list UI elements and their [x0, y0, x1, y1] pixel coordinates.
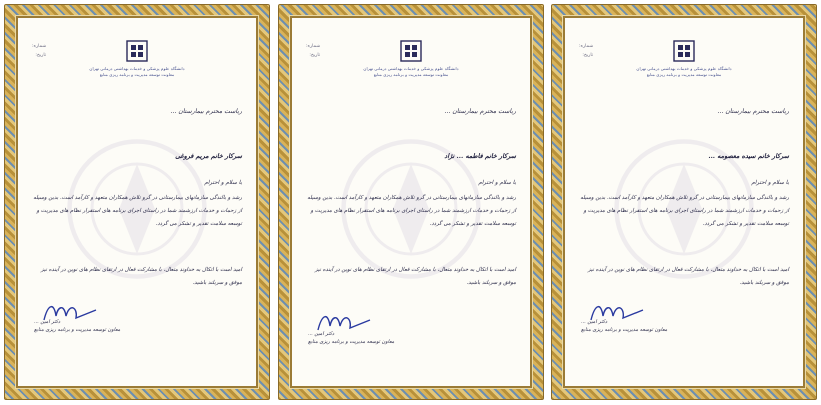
date-label: تاریخ:: [582, 53, 594, 58]
signer-name: دکتر امین ...: [308, 331, 335, 337]
letter-body: رشد و بالندگی سازمانهای بیمارستانی در گرو تلاش همکاران متعهد و کارآمد است. بدین وسیله از زحمات و خدمات ارزشمند شما در راستای اجرای برنامه های استقرار نظام های مدیریت و توسعه سلامت تقدیر و تشکر می گردد.: [33, 195, 242, 227]
signer-block: [308, 330, 394, 346]
letter-meta: [579, 42, 593, 60]
certificate-2: [278, 4, 544, 400]
org-line: معاونت توسعه مدیریت و برنامه ریزی منابع: [99, 71, 175, 77]
letter-closing: امید است با اتکال به خداوند متعال، با مشارکت فعال در ارتقای نظام های نوین در آینده نیز موفق و سربلند باشید.: [587, 267, 789, 286]
greeting: با سلام و احترام: [204, 180, 242, 186]
letter-closing: امید است با اتکال به خداوند متعال، با مشارکت فعال در ارتقای نظام های نوین در آینده نیز موفق و سربلند باشید.: [40, 267, 242, 286]
signer-title: معاون توسعه مدیریت و برنامه ریزی منابع: [308, 339, 395, 345]
letter-body: رشد و بالندگی سازمانهای بیمارستانی در گرو تلاش همکاران متعهد و کارآمد است. بدین وسیله از زحمات و خدمات ارزشمند شما در راستای اجرای برنامه های استقرار نظام های مدیریت و توسعه سلامت تقدیر و تشکر می گردد.: [580, 195, 789, 227]
addressee: ریاست محترم بیمارستان ...: [444, 108, 516, 115]
letter-body: رشد و بالندگی سازمانهای بیمارستانی در گرو تلاش همکاران متعهد و کارآمد است. بدین وسیله از زحمات و خدمات ارزشمند شما در راستای اجرای برنامه های استقرار نظام های مدیریت و توسعه سلامت تقدیر و تشکر می گردد.: [307, 195, 516, 227]
org-line: دانشگاه علوم پزشکی و خدمات بهداشتی درمانی تهران: [363, 66, 459, 71]
university-logo-icon: [126, 40, 148, 62]
recipient-name: سرکار خانم مریم فروغی: [175, 152, 242, 160]
recipient-name: سرکار خانم فاطمه ... نژاد: [444, 152, 516, 160]
addressee: ریاست محترم بیمارستان ...: [170, 108, 242, 115]
number-label: شماره:: [306, 44, 321, 49]
org-line: دانشگاه علوم پزشکی و خدمات بهداشتی درمانی تهران: [636, 66, 732, 71]
certificate-1: [4, 4, 270, 400]
addressee: ریاست محترم بیمارستان ...: [717, 108, 789, 115]
certificate-paper: [563, 16, 805, 388]
signer-block: [581, 318, 667, 334]
organization-header: [292, 66, 530, 77]
letter-meta: [32, 42, 46, 60]
org-line: معاونت توسعه مدیریت و برنامه ریزی منابع: [373, 71, 449, 77]
university-logo-icon: [673, 40, 695, 62]
date-label: تاریخ:: [35, 53, 47, 58]
certificate-paper: [290, 16, 532, 388]
org-line: دانشگاه علوم پزشکی و خدمات بهداشتی درمانی تهران: [89, 66, 185, 71]
letter-meta: [306, 42, 320, 60]
university-logo-icon: [400, 40, 422, 62]
number-label: شماره:: [579, 44, 594, 49]
signer-title: معاون توسعه مدیریت و برنامه ریزی منابع: [581, 327, 668, 333]
date-label: تاریخ:: [309, 53, 321, 58]
org-line: معاونت توسعه مدیریت و برنامه ریزی منابع: [646, 71, 722, 77]
recipient-name: سرکار خانم سیده معصومه ...: [708, 152, 789, 160]
signer-name: دکتر امین ...: [34, 319, 61, 325]
signer-block: [34, 318, 120, 334]
organization-header: [18, 66, 256, 77]
signer-title: معاون توسعه مدیریت و برنامه ریزی منابع: [34, 327, 121, 333]
greeting: با سلام و احترام: [751, 180, 789, 186]
number-label: شماره:: [32, 44, 47, 49]
certificate-3: [551, 4, 817, 400]
signer-name: دکتر امین ...: [581, 319, 608, 325]
organization-header: [565, 66, 803, 77]
greeting: با سلام و احترام: [478, 180, 516, 186]
certificate-paper: [16, 16, 258, 388]
letter-closing: امید است با اتکال به خداوند متعال، با مشارکت فعال در ارتقای نظام های نوین در آینده نیز موفق و سربلند باشید.: [314, 267, 516, 286]
